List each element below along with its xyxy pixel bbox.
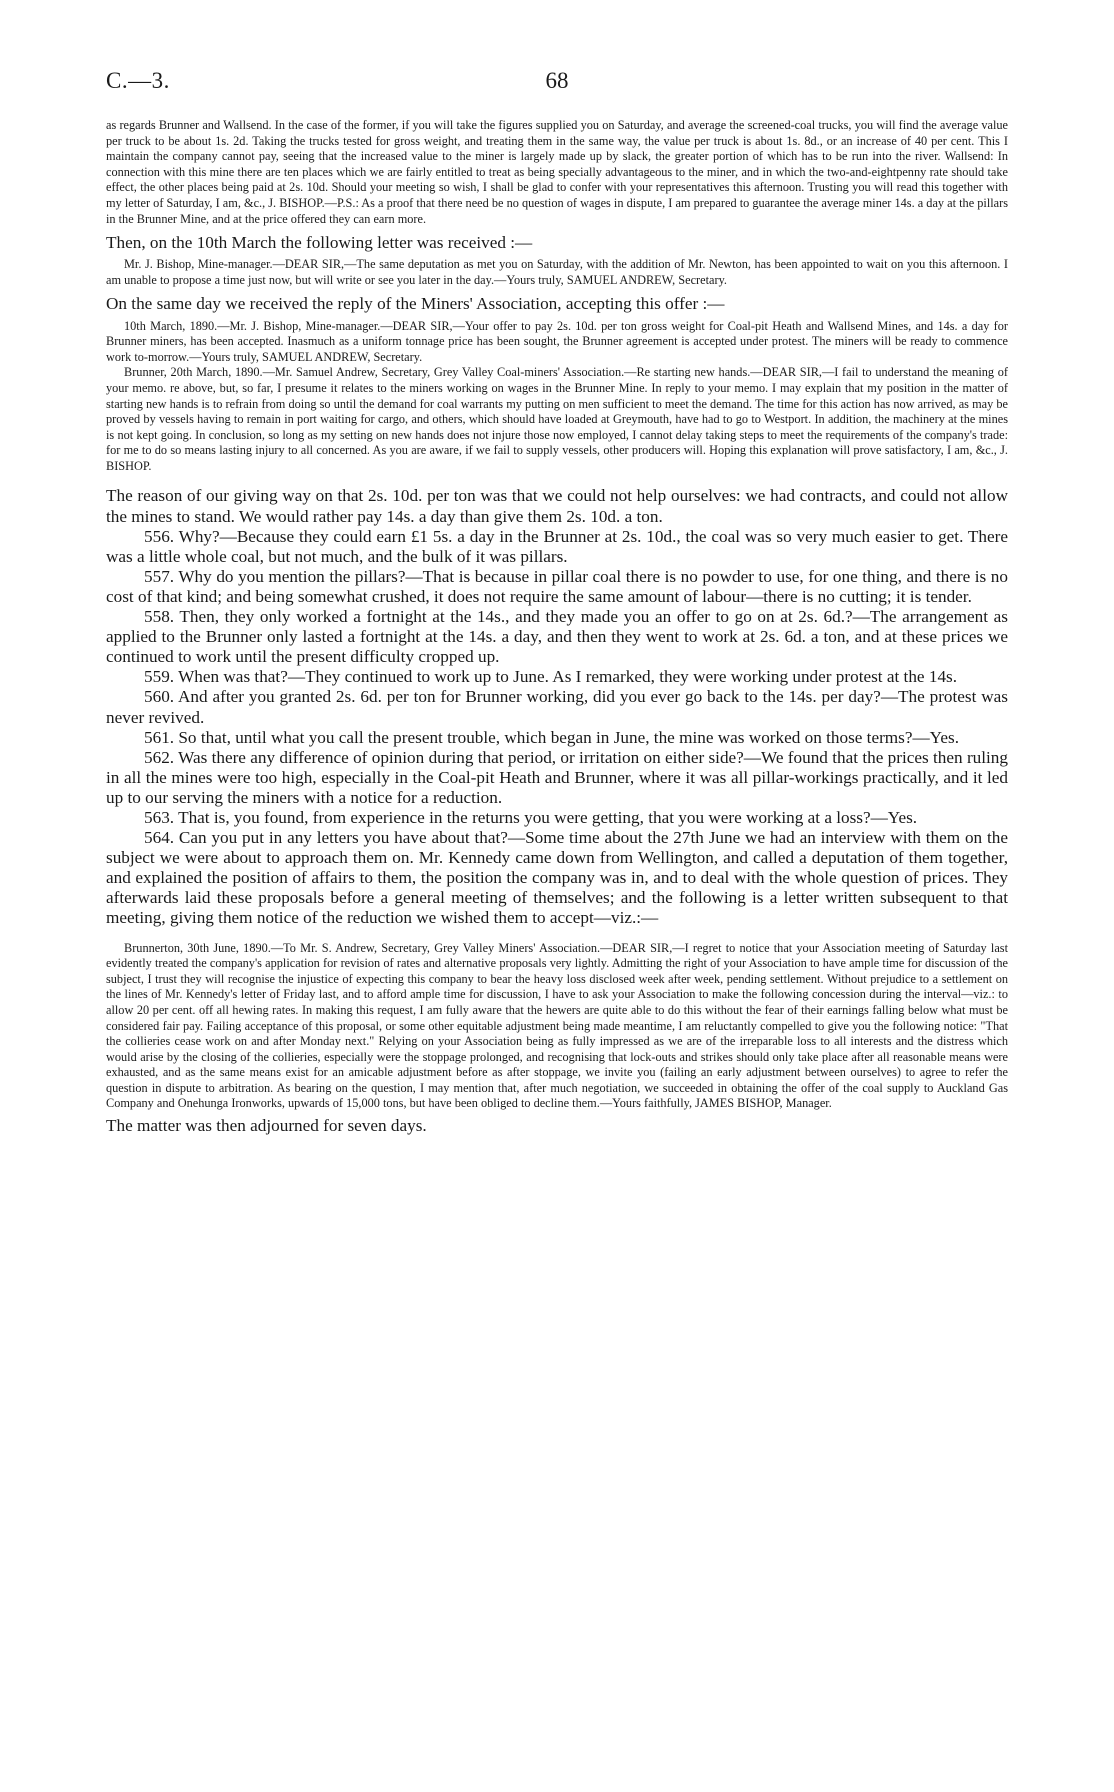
- page-number: 68: [545, 68, 569, 93]
- question-556: 556. Why?—Because they could earn £1 5s. a day in the Brunner at 2s. 10d., the coal was so very much easier to get. There was a little whole coal, but not much, and the bulk of it was pillars.: [106, 526, 1008, 566]
- letter-30th-june: Brunnerton, 30th June, 1890.—To Mr. S. Andrew, Secretary, Grey Valley Miners' Association.—DEAR SIR,—I regret to notice that your Association meeting of Saturday last evidently treated the company's application for revision of rates and alternative proposals very lightly. Admitting the right of your Association to have ample time for discussion of the subject, I trust they will recognise the injustice of expecting this company to bear the heavy loss disclosed week after week, pending settlement. Without prejudice to a settlement on the lines of Mr. Kennedy's letter of Friday last, and to afford ample time for discussion, I have to ask your Association to make the following concession during the interval—viz.: to allow 20 per cent. off all hewing rates. In making this request, I am fully aware that the hewers are quite able to do this without the fear of their earnings falling below what must be considered fair pay. Failing acceptance of this proposal, or some other equitable adjustment being made meantime, I am reluctantly compelled to give you the following notice: "That the collieries cease work on and after Monday next." Relying on your Association being as fully impressed as we are of the irreparable loss to all interests and the distress which would arise by the closing of the collieries, especially were the stoppage prolonged, and recognising that lock-outs and strikes should only take place after all reasonable means were exhausted, and as the same means exist for an amicable adjustment before as after stoppage, we invite you (failing an early adjustment between ourselves) to agree to refer the question in dispute to arbitration. As bearing on the question, I may mention that, after much negotiation, we succeeded in obtaining the offer of the coal supply to Auckland Gas Company and Onehunga Ironworks, upwards of 15,000 tons, but have been obliged to decline them.—Yours faithfully, JAMES BISHOP, Manager.: [106, 940, 1008, 1111]
- question-564: 564. Can you put in any letters you have about that?—Some time about the 27th June we had an interview with them on the subject we were about to approach them on. Mr. Kennedy came down from Wellington, and called a deputation of them together, and explained the position of affairs to them, the position the company was in, and to deal with the whole question of prices. They afterwards laid these proposals before a general meeting of themselves; and the following is a letter written subsequent to that meeting, giving them notice of the reduction we wished them to accept—viz.:—: [106, 828, 1008, 928]
- question-559: 559. When was that?—They continued to work up to June. As I remarked, they were working under protest at the 14s.: [144, 667, 958, 687]
- question-558: 558. Then, they only worked a fortnight at the 14s., and they made you an offer to go on at 2s. 6d.?—The arrangement as applied to the Brunner only lasted a fortnight at the 14s. a day, and then they went to work at 2s. 6d. a ton, and at these prices we continued to work until the present difficulty cropped up.: [106, 607, 1008, 667]
- intro-10th-march: Then, on the 10th March the following letter was received :—: [106, 233, 533, 253]
- question-562: 562. Was there any difference of opinion during that period, or irritation on either side?—We found that the prices then ruling in all the mines were too high, especially in the Coal-pit Heath and Brunner, where it was all pillar-workings practically, and it led up to our serving the miners with a notice for a reduction.: [106, 747, 1008, 807]
- page-header: [106, 68, 1008, 98]
- reason-giving-way: The reason of our giving way on that 2s. 10d. per ton was that we could not help ourselves: we had contracts, and could not allow the mines to stand. We would rather pay 14s. a day than give them 2s. 10d. a ton.: [106, 486, 1008, 526]
- letter-acceptance: 10th March, 1890.—Mr. J. Bishop, Mine-manager.—DEAR SIR,—Your offer to pay 2s. 10d. per ton gross weight for Coal-pit Heath and Wallsend Mines, and 14s. a day for Brunner miners, has been accepted. Inasmuch as a uniform tonnage price has been sought, the Brunner agreement is accepted under protest. The miners will be ready to commence work to-morrow.—Yours truly, SAMUEL ANDREW, Secretary.: [106, 318, 1008, 364]
- intro-same-day: On the same day we received the reply of the Miners' Association, accepting this offer :—: [106, 294, 725, 314]
- letter-continued: as regards Brunner and Wallsend. In the case of the former, if you will take the figures supplied you on Saturday, and average the screened-coal trucks, you will find the average value per truck to be about 1s. 2d. Taking the trucks tested for gross weight, and treating them in the same way, the value per truck is about 1s. 8d., or an increase of 40 per cent. This I maintain the company cannot pay, seeing that the increased value to the miner is largely made up by slack, the greater portion of which has to be run into the river. Wallsend: In connection with this mine there are ten places which we are fairly entitled to treat as being specially advantageous to the miner, and in which the two-and-eightpenny rate should take effect, the other places being paid at 2s. 10d. Should your meeting so wish, I shall be glad to confer with your representatives this afternoon. Trusting you will read this together with my letter of Saturday, I am, &c., J. BISHOP.—P.S.: As a proof that there need be no question of wages in dispute, I am prepared to guarantee the average miner 14s. a day at the pillars in the Brunner Mine, and at the price offered they can earn more.: [106, 118, 1008, 226]
- page-body: [106, 118, 1008, 1136]
- question-563: 563. That is, you found, from experience in the returns you were getting, that you were working at a loss?—Yes.: [144, 807, 918, 827]
- adjourned-note: The matter was then adjourned for seven days.: [106, 1116, 427, 1136]
- report-code: C.—3.: [106, 68, 170, 93]
- question-557: 557. Why do you mention the pillars?—That is because in pillar coal there is no powder to use, for one thing, and there is no cost of that kind; and being somewhat crushed, it does not require the same amount of labour—there is no cutting; it is tender.: [106, 566, 1008, 606]
- question-560: 560. And after you granted 2s. 6d. per ton for Brunner working, did you ever go back to the 14s. per day?—The protest was never revived.: [106, 687, 1008, 727]
- letter-andrew-deputation: Mr. J. Bishop, Mine-manager.—DEAR SIR,—The same deputation as met you on Saturday, with the addition of Mr. Newton, has been appointed to wait on you this afternoon. I am unable to propose a time just now, but will write or see you later in the day.—Yours truly, SAMUEL ANDREW, Secretary.: [106, 257, 1008, 287]
- letter-bishop-20th-march: Brunner, 20th March, 1890.—Mr. Samuel Andrew, Secretary, Grey Valley Coal-miners' Association.—Re starting new hands.—DEAR SIR,—I fail to understand the meaning of your memo. re above, but, so far, I presume it relates to the miners working on wages in the Brunner Mine. In reply to your memo. I may explain that my position in the matter of starting new hands is to refrain from doing so until the demand for coal warrants my putting on men sufficient to meet the demand. The time for this action has now arrived, as may be proved by vessels having to remain in port waiting for cargo, and others, which should have loaded at Greymouth, have had to go to Westport. In addition, the machinery at the mines is not kept going. In conclusion, so long as my setting on new hands does not injure those now employed, I cannot delay taking steps to meet the requirements of the company's trade: for me to do so means lasting injury to all concerned. As you are aware, if we fail to supply vessels, other producers will. Hoping this explanation will prove satisfactory, I am, &c., J. BISHOP.: [106, 365, 1008, 473]
- question-561: 561. So that, until what you call the present trouble, which began in June, the mine was worked on those terms?—Yes.: [144, 727, 959, 747]
